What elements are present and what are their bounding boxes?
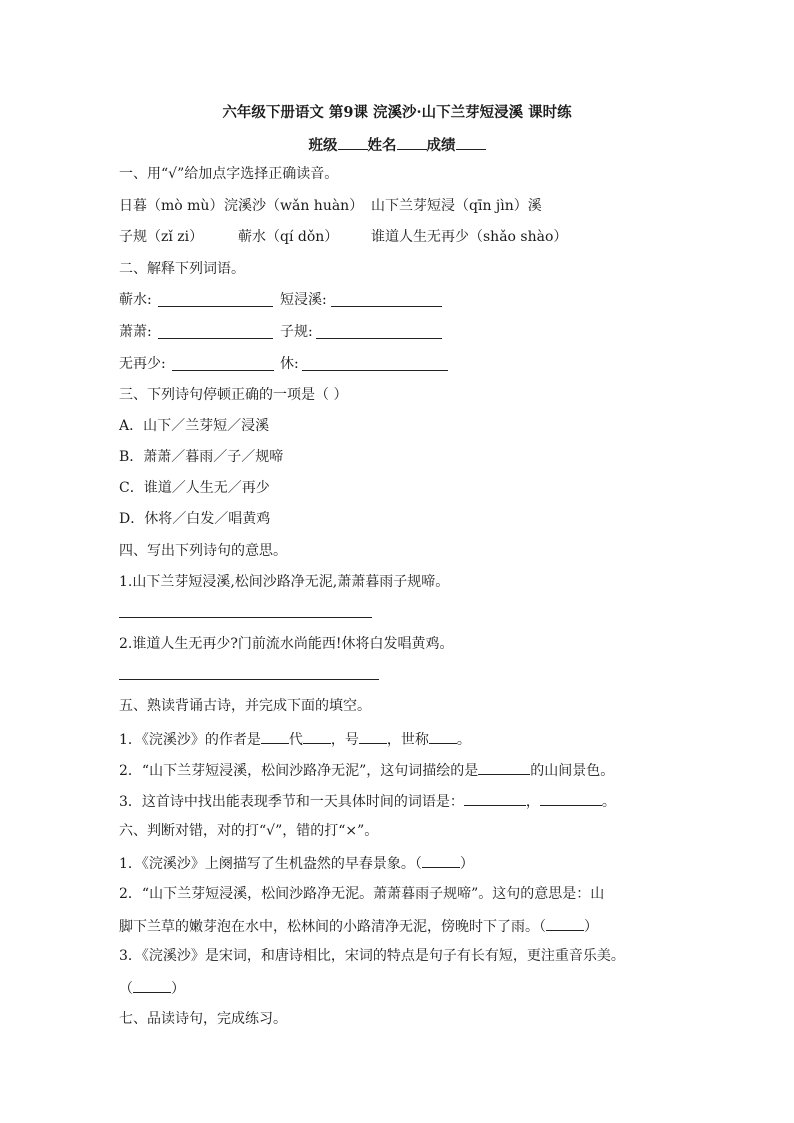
section-5-heading: 五、熟读背诵古诗，并完成下面的填空。 — [119, 698, 371, 714]
answer-line[interactable] — [172, 370, 274, 371]
answer-blank[interactable] — [478, 759, 530, 775]
question-text: ） — [584, 919, 598, 935]
name-blank[interactable] — [397, 134, 427, 150]
question-text: 3．《浣溪沙》是宋词，和唐诗相比，宋词的特点是句子有长有短，更注重音乐美。 — [119, 948, 625, 964]
pinyin-item[interactable]: 浣溪沙（wǎn huàn） — [224, 198, 364, 214]
term-label: 休: — [280, 356, 299, 372]
question-text: ） — [459, 856, 474, 872]
pinyin-item[interactable]: 山下兰芽短浸（qīn jìn）溪 — [371, 198, 542, 214]
question-text: 1．《浣溪沙》上阕描写了生机盎然的早春景象。（ — [119, 856, 422, 872]
question-text: ） — [171, 981, 185, 997]
term-label: 蕲水: — [119, 292, 152, 308]
fill-question-3 — [119, 790, 616, 810]
answer-blank[interactable] — [422, 852, 460, 868]
student-info-line — [0, 134, 794, 156]
answer-blank[interactable] — [303, 728, 331, 744]
question-text: 1.山下兰芽短浸溪,松间沙路净无泥,萧萧暮雨子规啼。 — [119, 574, 450, 590]
term-label: 萧萧: — [119, 324, 152, 340]
question-text: 的山间景色。 — [530, 763, 615, 779]
judge-question-2 — [119, 915, 598, 935]
question-text: （ — [119, 981, 133, 997]
option-d[interactable]: D．休将／白发／唱黄鸡 — [119, 511, 271, 527]
fill-question-2 — [119, 759, 614, 779]
question-text: 3．这首诗中找出能表现季节和一天具体时间的词语是： — [119, 794, 464, 810]
term-label: 短浸溪: — [280, 292, 327, 308]
question-text: 代 — [288, 732, 303, 748]
section-3-heading: 三、下列诗句停顿正确的一项是（ ） — [119, 387, 348, 403]
score-blank[interactable] — [456, 134, 486, 150]
option-c[interactable]: C．谁道／人生无／再少 — [119, 480, 270, 496]
section-2-heading: 二、解释下列词语。 — [119, 261, 245, 277]
class-blank[interactable] — [338, 134, 368, 150]
answer-blank[interactable] — [540, 790, 602, 806]
section-7-heading: 七、品读诗句，完成练习。 — [119, 1011, 287, 1027]
name-label: 姓名 — [367, 137, 397, 154]
answer-blank[interactable] — [261, 728, 289, 744]
answer-line[interactable] — [302, 370, 448, 371]
question-text: ，世称 — [386, 732, 429, 748]
answer-line[interactable] — [119, 679, 379, 680]
answer-line[interactable] — [158, 338, 273, 339]
answer-blank[interactable] — [464, 790, 526, 806]
pinyin-item[interactable]: 子规（zǐ zi） — [119, 229, 204, 245]
pinyin-item[interactable]: 谁道人生无再少（shǎo shào） — [371, 229, 568, 245]
judge-question-1 — [119, 852, 474, 872]
answer-blank[interactable] — [429, 728, 457, 744]
judge-question-3 — [119, 977, 185, 997]
score-label: 成绩 — [426, 137, 456, 154]
question-text: 。 — [456, 732, 471, 748]
fill-question-1 — [119, 728, 471, 748]
section-4-heading: 四、写出下列诗句的意思。 — [119, 543, 287, 559]
term-label: 无再少: — [119, 356, 166, 372]
answer-line[interactable] — [158, 306, 273, 307]
answer-blank[interactable] — [133, 977, 171, 993]
pinyin-item[interactable]: 日暮（mò mù） — [119, 198, 224, 214]
question-text: 1．《浣溪沙》的作者是 — [119, 732, 261, 748]
answer-line[interactable] — [331, 306, 442, 307]
question-text: ， — [525, 794, 540, 810]
answer-blank[interactable] — [359, 728, 387, 744]
question-text: 2.谁道人生无再少?门前流水尚能西!休将白发唱黄鸡。 — [119, 636, 454, 652]
class-label: 班级 — [308, 137, 338, 154]
question-text: 。 — [601, 794, 616, 810]
term-label: 子规: — [280, 324, 313, 340]
question-text: 2．“山下兰芽短浸溪，松间沙路净无泥。萧萧暮雨子规啼”。这句的意思是：山 — [119, 886, 605, 902]
section-6-heading: 六、判断对错，对的打“√”，错的打“×”。 — [119, 823, 379, 839]
page-title: 六年级下册语文 第9课 浣溪沙·山下兰芽短浸溪 课时练 — [222, 104, 572, 121]
question-text: 脚下兰草的嫩芽泡在水中，松林间的小路清净无泥，傍晚时下了雨。（ — [119, 919, 546, 935]
pinyin-item[interactable]: 蕲水（qí dǒn） — [238, 229, 339, 245]
answer-line[interactable] — [119, 617, 372, 618]
question-text: 2．“山下兰芽短浸溪，松间沙路净无泥”，这句词描绘的是 — [119, 763, 479, 779]
question-text: ，号 — [330, 732, 359, 748]
option-a[interactable]: A．山下／兰芽短／浸溪 — [119, 418, 270, 434]
answer-blank[interactable] — [546, 915, 584, 931]
section-1-heading: 一、用“√”给加点字选择正确读音。 — [119, 166, 339, 182]
answer-line[interactable] — [316, 338, 442, 339]
option-b[interactable]: B．萧萧／暮雨／子／规啼 — [119, 449, 284, 465]
